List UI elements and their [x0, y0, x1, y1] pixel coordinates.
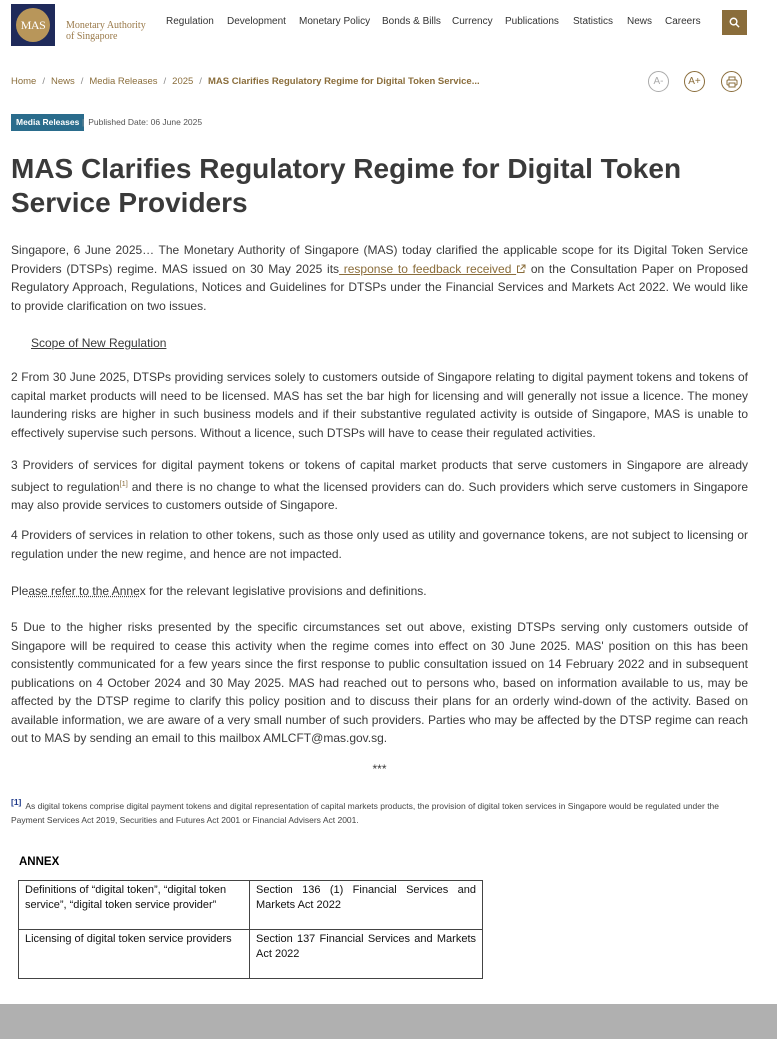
- paragraph-5: 5 Due to the higher risks presented by the specific circumstances set out above, existing DTSPs serving only customers outside of Singapore will be required to cease this activity when the regime comes into effect on 30 June 2025. MAS' position on this has been consistently communicated for a few years since the first response to public consultation issued on 14 February 2022 and in subsequent publications on 4 October 2024 and 30 May 2025. MAS had reached out to persons who, based on information available to us, may be affected by the DTSP regime to clarify this policy position and to discuss their plans for an orderly wind-down of the activity. Based on available information, we are aware of a very small number of such providers. Parties who may be affected by the DTSP regime can reach out to MAS by sending an email to this mailbox AMLCFT@mas.gov.sg.: [11, 620, 748, 745]
- breadcrumb-separator: /: [163, 76, 167, 87]
- search-button[interactable]: [722, 10, 747, 35]
- section-divider: ***: [372, 762, 387, 776]
- footnote-text: As digital tokens comprise digital payment tokens and digital representation of capital markets products, the provision of digital token services in Singapore would be regulated under the Payment Services Act 2019, Securities and Futures Act 2001 or Financial Advisers Act 2001.: [11, 800, 720, 825]
- breadcrumb: [11, 76, 480, 87]
- print-button[interactable]: [721, 71, 742, 92]
- nav-monetary-policy[interactable]: Monetary Policy: [299, 16, 371, 27]
- increase-font-icon: A+: [688, 76, 701, 87]
- logo-wordmark[interactable]: [66, 21, 146, 42]
- breadcrumb-media-releases[interactable]: Media Releases: [89, 76, 158, 87]
- paragraph-4: 4 Providers of services in relation to other tokens, such as those only used as utility and governance tokens, are not subject to licensing or regulation under the new regime, and hence are not impacted.: [11, 528, 748, 561]
- annex-cell-right: Section 137 Financial Services and Markets Act 2022: [250, 930, 483, 979]
- breadcrumb-current: MAS Clarifies Regulatory Regime for Digital Token Service...: [207, 76, 480, 87]
- breadcrumb-2025[interactable]: 2025: [172, 76, 194, 87]
- nav-currency[interactable]: Currency: [452, 16, 493, 27]
- logo-line-1: Monetary Authority: [66, 20, 146, 31]
- decrease-font-icon: A-: [653, 76, 664, 87]
- logo-emblem: MAS: [16, 8, 50, 42]
- breadcrumb-news[interactable]: News: [50, 76, 75, 87]
- external-link-icon: [516, 264, 526, 274]
- page-title: [11, 152, 761, 220]
- footnote-marker[interactable]: [1]: [11, 797, 22, 807]
- mas-logo[interactable]: [11, 4, 55, 46]
- annex-ref-text: Ple: [11, 584, 29, 598]
- annex-ref-text-after: x for the relevant legislative provisions and definitions.: [139, 584, 427, 598]
- site-header: [0, 0, 777, 48]
- p3-text-after: and there is no change to what the licensed providers can do. Such providers which serve customers in Singapore may also provide services to customers outside of Singapore.: [11, 479, 748, 512]
- category-tag[interactable]: Media Releases: [11, 114, 84, 131]
- decrease-font-button[interactable]: [648, 71, 669, 92]
- scope-heading: [31, 334, 331, 353]
- increase-font-button[interactable]: [684, 71, 705, 92]
- breadcrumb-separator: /: [42, 76, 45, 87]
- annex-cell-left: Licensing of digital token service providers: [19, 930, 250, 979]
- paragraph-intro: [11, 241, 748, 315]
- print-icon: [726, 76, 738, 88]
- nav-bonds-bills[interactable]: Bonds & Bills: [382, 16, 441, 27]
- response-feedback-link[interactable]: response to feedback received: [339, 261, 517, 276]
- nav-regulation[interactable]: Regulation: [166, 16, 214, 27]
- footer-band: [0, 1004, 777, 1039]
- paragraph-3: [11, 456, 748, 515]
- table-row: [19, 930, 483, 979]
- footnote: [11, 795, 751, 827]
- published-date-text: Published Date: 06 June 2025: [88, 117, 203, 127]
- annex-title: ANNEX: [19, 856, 60, 868]
- footnote-ref-1[interactable]: [1]: [119, 478, 128, 488]
- meta-separator: |: [82, 117, 85, 127]
- nav-careers[interactable]: Careers: [665, 16, 701, 27]
- published-date: [82, 117, 202, 127]
- breadcrumb-home[interactable]: Home: [11, 76, 37, 87]
- p3-text: 3 Providers of services for digital payment tokens or tokens of capital market products that serve customers in Singapore are already subject to regulation: [11, 458, 748, 494]
- nav-development[interactable]: Development: [227, 16, 286, 27]
- breadcrumb-separator: /: [80, 76, 84, 87]
- scope-heading-text: Scope of New Regulation: [31, 336, 167, 350]
- main-nav: [166, 16, 705, 27]
- intro-text: Singapore, 6 June 2025… The Monetary Authority of Singapore (MAS) today clarified the applicable scope for its Digital Token Service Providers (DTSPs) regime. MAS issued on 30 May 2025 its: [11, 243, 748, 276]
- annex-cell-right: Section 136 (1) Financial Services and Markets Act 2022: [250, 881, 483, 930]
- annex-link[interactable]: ase refer to the Anne: [28, 584, 140, 598]
- nav-news[interactable]: News: [627, 16, 653, 27]
- search-icon: [729, 17, 740, 28]
- paragraph-annex-ref: [11, 582, 748, 601]
- nav-publications[interactable]: Publications: [505, 16, 559, 27]
- breadcrumb-separator: /: [199, 76, 202, 87]
- table-row: [19, 881, 483, 930]
- logo-line-2: of Singapore: [66, 30, 118, 42]
- annex-table: [18, 880, 483, 979]
- annex-cell-left: Definitions of “digital token”, “digital token service”, “digital token service provider”: [19, 881, 250, 930]
- nav-statistics[interactable]: Statistics: [573, 16, 614, 27]
- paragraph-2: 2 From 30 June 2025, DTSPs providing services solely to customers outside of Singapore relating to digital payment tokens and tokens of capital market products will need to be licensed. MAS has set the bar high for licensing and will generally not issue a licence. The money laundering risks are higher in such business models and if their substantive regulated activity is outside of Singapore, MAS is unable to effectively supervise such persons. Without a licence, such DTSPs will have to cease their regulated activities.: [11, 370, 748, 440]
- intro-text-after: on the Consultation Paper on Proposed Regulatory Approach, Regulations, Notices and Guidelines for DTSPs under the Financial Services and Markets Act 2022. We would like to provide clarification on two issues.: [11, 261, 748, 313]
- page-title-text: MAS Clarifies Regulatory Regime for Digital Token Service Providers: [11, 153, 682, 218]
